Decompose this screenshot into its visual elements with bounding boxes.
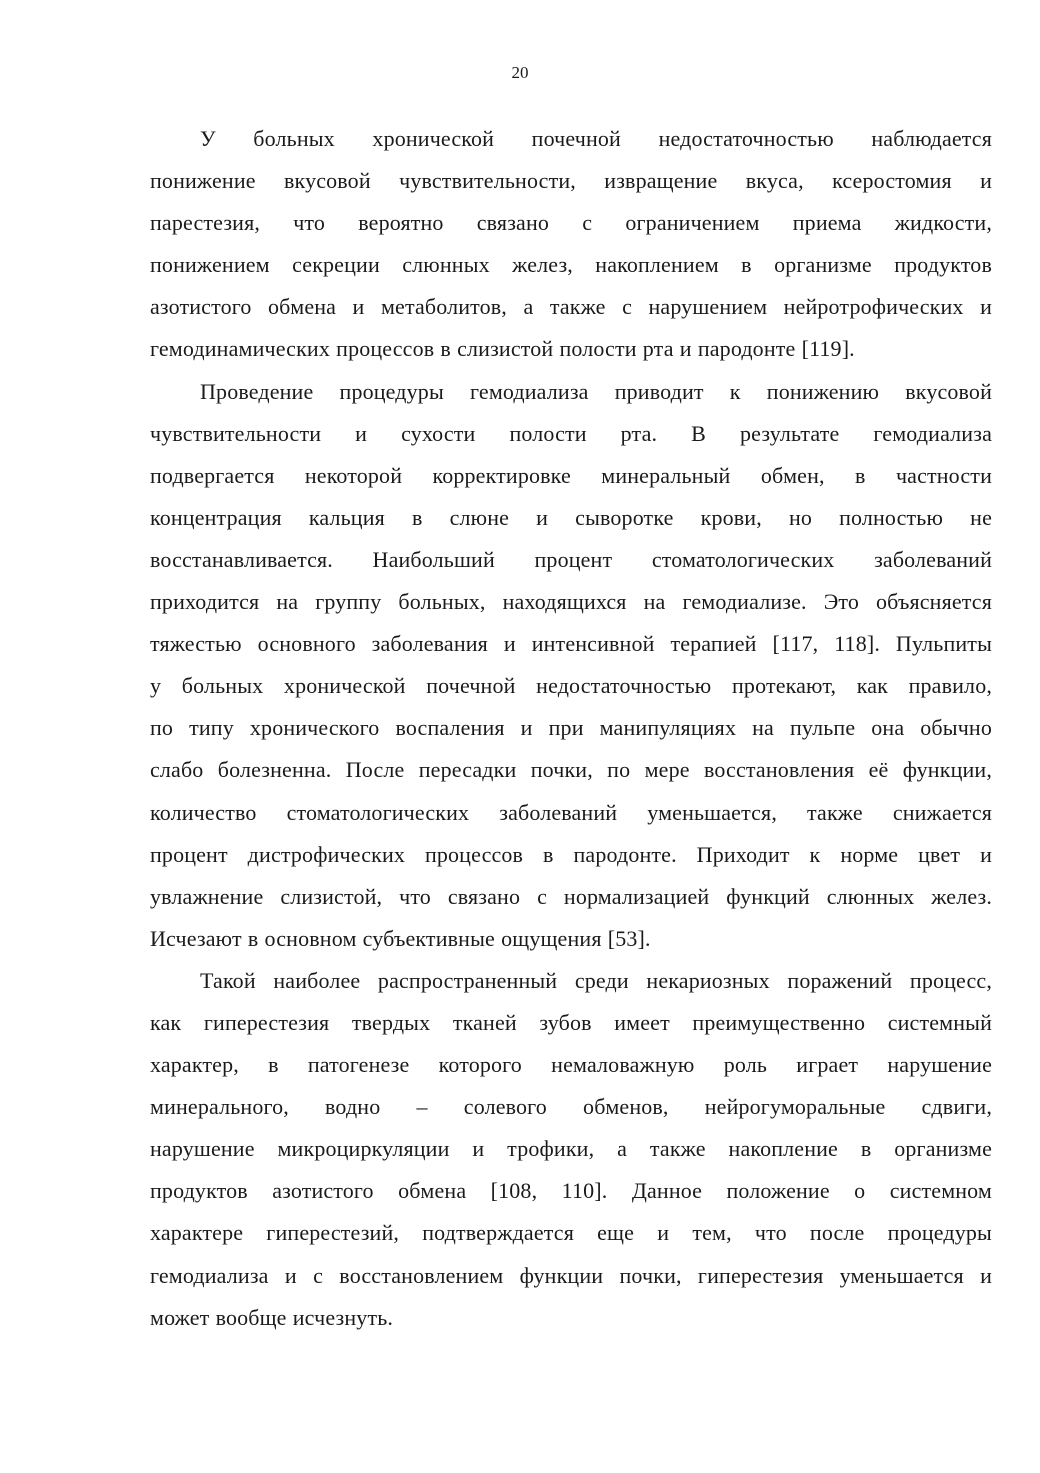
text-line: по типу хронического воспаления и при манипуляциях на пульпе она обычно bbox=[150, 715, 992, 741]
text-line: характере гиперестезий, подтверждается еще и тем, что после процедуры bbox=[150, 1220, 992, 1246]
text-line: минерального, водно – солевого обменов, нейрогуморальные сдвиги, bbox=[150, 1094, 992, 1120]
paragraph-3 bbox=[150, 960, 992, 1339]
text-line: характер, в патогенезе которого немаловажную роль играет нарушение bbox=[150, 1052, 992, 1078]
text-line: гемодинамических процессов в слизистой полости рта и пародонте [119]. bbox=[150, 336, 855, 362]
text-line: Такой наиболее распространенный среди некариозных поражений процесс, bbox=[200, 967, 992, 993]
text-line: парестезия, что вероятно связано с ограничением приема жидкости, bbox=[150, 210, 992, 236]
text-line: Исчезают в основном субъективные ощущения [53]. bbox=[150, 925, 651, 951]
text-line: нарушение микроциркуляции и трофики, а также накопление в организме bbox=[150, 1136, 992, 1162]
text-line: тяжестью основного заболевания и интенсивной терапией [117, 118]. Пульпиты bbox=[150, 631, 992, 657]
text-line: понижением секреции слюнных желез, накоплением в организме продуктов bbox=[150, 252, 992, 278]
text-line: концентрация кальция в слюне и сыворотке крови, но полностью не bbox=[150, 504, 992, 530]
text-line: азотистого обмена и метаболитов, а также с нарушением нейротрофических и bbox=[150, 294, 992, 320]
text-line: увлажнение слизистой, что связано с нормализацией функций слюнных желез. bbox=[150, 883, 992, 909]
text-line: продуктов азотистого обмена [108, 110]. Данное положение о системном bbox=[150, 1178, 992, 1204]
text-line: процент дистрофических процессов в пародонте. Приходит к норме цвет и bbox=[150, 841, 992, 867]
text-line: чувствительности и сухости полости рта. В результате гемодиализа bbox=[150, 420, 992, 446]
text-line: у больных хронической почечной недостаточностью протекают, как правило, bbox=[150, 673, 992, 699]
text-line: количество стоматологических заболеваний уменьшается, также снижается bbox=[150, 799, 992, 825]
text-line: гемодиализа и с восстановлением функции почки, гиперестезия уменьшается и bbox=[150, 1262, 992, 1288]
text-line: У больных хронической почечной недостаточностью наблюдается bbox=[200, 126, 992, 151]
text-line: как гиперестезия твердых тканей зубов имеет преимущественно системный bbox=[150, 1009, 992, 1035]
text-line: понижение вкусовой чувствительности, извращение вкуса, ксеростомия и bbox=[150, 168, 992, 194]
paragraph-2 bbox=[150, 371, 992, 960]
text-line: приходится на группу больных, находящихся на гемодиализе. Это объясняется bbox=[150, 589, 992, 615]
text-line: может вообще исчезнуть. bbox=[150, 1304, 394, 1330]
text-line: подвергается некоторой корректировке минеральный обмен, в частности bbox=[150, 462, 992, 488]
document-body bbox=[150, 118, 992, 1339]
text-line: слабо болезненна. После пересадки почки, по мере восстановления её функции, bbox=[150, 757, 992, 783]
paragraph-1 bbox=[150, 118, 992, 371]
text-line: восстанавливается. Наибольший процент стоматологических заболеваний bbox=[150, 546, 992, 572]
text-line: Проведение процедуры гемодиализа приводит к понижению вкусовой bbox=[200, 378, 992, 404]
page-number: 20 bbox=[511, 63, 529, 82]
